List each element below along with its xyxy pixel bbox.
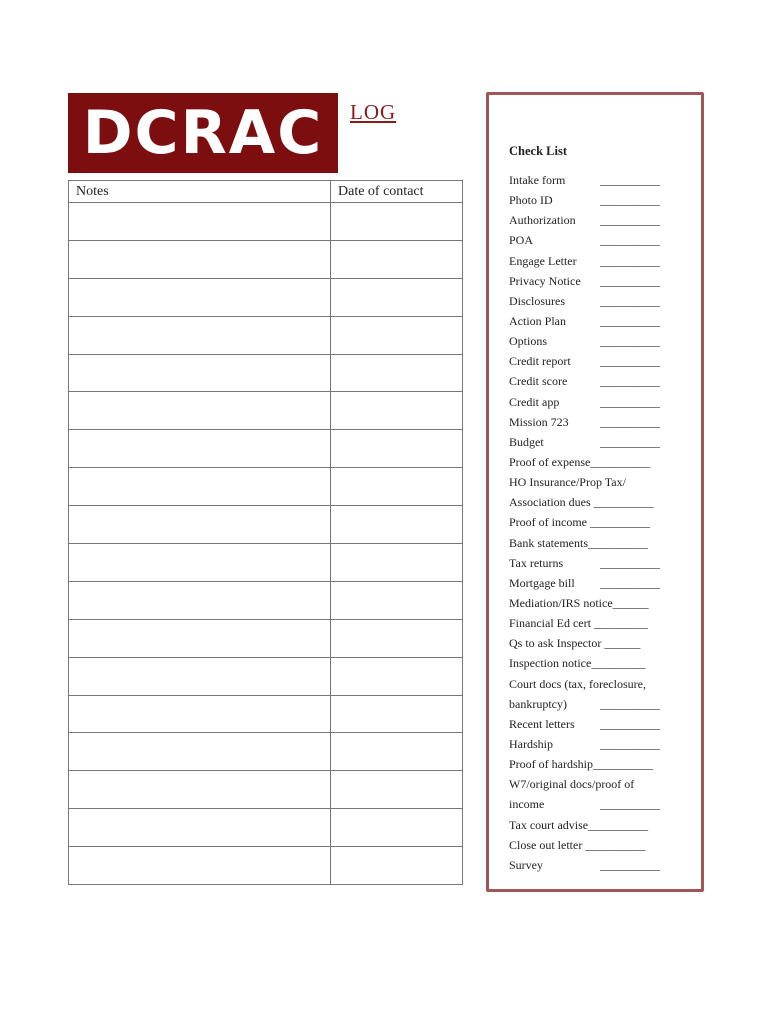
checklist-item [509, 794, 660, 814]
notes-cell[interactable] [69, 581, 331, 619]
checklist-item-label: Survey [509, 857, 543, 872]
checklist-item-blank[interactable]: __________ [600, 797, 660, 812]
checklist-item-label: Tax returns [509, 555, 564, 570]
date-of-contact-cell[interactable] [331, 392, 463, 430]
date-of-contact-header: Date of contact [331, 181, 463, 203]
checklist-item-label: POA [509, 233, 534, 248]
checklist-item [509, 472, 654, 492]
checklist-item-blank[interactable]: __________ [588, 817, 649, 832]
checklist-item-label: income [509, 797, 545, 812]
date-of-contact-cell[interactable] [331, 733, 463, 771]
checklist-item-blank[interactable]: __________ [600, 414, 660, 429]
log-table [68, 180, 463, 885]
checklist-item-label: Qs to ask Inspector [509, 636, 602, 651]
checklist-item-blank[interactable]: __________ [600, 394, 660, 409]
date-of-contact-cell[interactable] [331, 430, 463, 468]
checklist-item-blank[interactable]: __________ [600, 716, 660, 731]
checklist-item [509, 533, 654, 553]
checklist-item-label: Budget [509, 434, 544, 449]
date-of-contact-cell[interactable] [331, 203, 463, 241]
checklist-item [509, 271, 660, 291]
checklist-item-label: Action Plan [509, 313, 566, 328]
checklist-item-blank[interactable]: __________ [600, 857, 660, 872]
checklist-title: Check List [509, 144, 567, 158]
checklist-item-label: Recent letters [509, 716, 575, 731]
checklist-item-label: Proof of income [509, 515, 587, 530]
checklist-item [509, 432, 660, 452]
table-row [69, 430, 463, 468]
checklist-item [509, 653, 654, 673]
table-row [69, 506, 463, 544]
checklist-item [509, 311, 660, 331]
checklist-item-blank[interactable]: __________ [586, 515, 650, 530]
log-table-header-row [69, 181, 463, 203]
checklist-item-blank[interactable]: __________ [600, 233, 660, 248]
checklist-item-label: Mediation/IRS notice [509, 595, 613, 610]
table-row [69, 392, 463, 430]
table-row [69, 619, 463, 657]
checklist-item-blank[interactable]: __________ [600, 293, 660, 308]
checklist-item [509, 694, 660, 714]
checklist-item-label: W7/original docs/proof of [509, 777, 635, 792]
checklist-item [509, 855, 660, 875]
table-row [69, 733, 463, 771]
checklist-item [509, 714, 660, 734]
checklist-item-blank[interactable]: _________ [591, 656, 646, 671]
notes-cell[interactable] [69, 733, 331, 771]
checklist-item [509, 633, 654, 653]
notes-cell[interactable] [69, 430, 331, 468]
checklist-item [509, 371, 660, 391]
checklist-item-label: Options [509, 334, 548, 349]
date-of-contact-cell[interactable] [331, 354, 463, 392]
checklist-item-label: Disclosures [509, 293, 565, 308]
checklist-item-label: Mission 723 [509, 414, 569, 429]
table-row [69, 809, 463, 847]
checklist-item-blank[interactable]: __________ [582, 837, 646, 852]
date-of-contact-cell[interactable] [331, 771, 463, 809]
checklist-item-blank[interactable]: __________ [590, 495, 654, 510]
checklist-item-label: Bank statements [509, 535, 588, 550]
table-row [69, 657, 463, 695]
checklist-item-blank[interactable]: __________ [600, 334, 660, 349]
date-of-contact-cell[interactable] [331, 809, 463, 847]
checklist-item-blank[interactable]: __________ [600, 575, 660, 590]
checklist-item-label: bankruptcy) [509, 696, 567, 711]
table-row [69, 581, 463, 619]
checklist-item [509, 815, 654, 835]
table-row [69, 316, 463, 354]
checklist-item [509, 553, 660, 573]
date-of-contact-cell[interactable] [331, 847, 463, 885]
checklist-item [509, 291, 660, 311]
log-table-body [69, 203, 463, 885]
checklist-item [509, 774, 654, 794]
notes-cell[interactable] [69, 809, 331, 847]
checklist-item-label: Association dues [509, 495, 591, 510]
notes-cell[interactable] [69, 354, 331, 392]
date-of-contact-cell[interactable] [331, 657, 463, 695]
checklist-item [509, 613, 654, 633]
checklist-item-label: Inspection notice [509, 656, 592, 671]
checklist-item-blank[interactable]: __________ [600, 173, 660, 187]
checklist-item [509, 331, 660, 351]
notes-cell[interactable] [69, 695, 331, 733]
checklist-item [509, 492, 654, 512]
date-of-contact-cell[interactable] [331, 278, 463, 316]
logo-text: DCRAC [82, 98, 324, 168]
checklist-item-blank[interactable]: __________ [600, 736, 660, 751]
notes-cell[interactable] [69, 847, 331, 885]
checklist-item-blank[interactable]: ______ [612, 595, 649, 610]
checklist-item-label: Privacy Notice [509, 273, 581, 288]
notes-cell[interactable] [69, 619, 331, 657]
date-of-contact-cell[interactable] [331, 468, 463, 506]
checklist-item [509, 835, 654, 855]
checklist-item [509, 512, 654, 532]
checklist-item-blank[interactable]: _________ [590, 616, 648, 631]
dcrac-logo [68, 93, 338, 173]
checklist-item [509, 573, 660, 593]
notes-cell[interactable] [69, 771, 331, 809]
checklist-item-blank[interactable]: __________ [590, 454, 651, 469]
table-row [69, 203, 463, 241]
checklist-item-label: Proof of expense [509, 454, 591, 469]
checklist-item [509, 754, 654, 774]
checklist-item-label: Mortgage bill [509, 575, 575, 590]
checklist-item [509, 674, 654, 694]
date-of-contact-cell[interactable] [331, 695, 463, 733]
checklist-item-blank[interactable]: __________ [600, 253, 660, 268]
table-row [69, 278, 463, 316]
checklist-item-label: Credit report [509, 354, 571, 369]
checklist-item-blank[interactable]: __________ [600, 434, 660, 449]
table-row [69, 240, 463, 278]
date-of-contact-cell[interactable] [331, 316, 463, 354]
checklist-item-label: Credit app [509, 394, 560, 409]
date-of-contact-cell[interactable] [331, 240, 463, 278]
checklist-item-blank[interactable]: __________ [600, 313, 660, 328]
date-of-contact-cell[interactable] [331, 544, 463, 582]
checklist-item-blank[interactable]: __________ [600, 354, 660, 369]
checklist-item-label: HO Insurance/Prop Tax/ [509, 475, 626, 490]
checklist-item [509, 230, 660, 250]
table-row [69, 468, 463, 506]
checklist-item [509, 210, 660, 230]
date-of-contact-cell[interactable] [331, 581, 463, 619]
notes-cell[interactable] [69, 316, 331, 354]
table-row [69, 695, 463, 733]
checklist-item [509, 170, 660, 190]
table-row [69, 354, 463, 392]
checklist-item-label: Authorization [509, 213, 576, 228]
checklist-item-blank[interactable]: __________ [600, 213, 660, 228]
checklist-item-label: Hardship [509, 736, 553, 751]
checklist-item-blank[interactable]: __________ [600, 696, 660, 711]
checklist-items [509, 170, 660, 875]
notes-cell[interactable] [69, 240, 331, 278]
checklist-item-blank[interactable]: __________ [600, 555, 660, 570]
notes-cell[interactable] [69, 278, 331, 316]
notes-cell[interactable] [69, 657, 331, 695]
checklist-item-blank[interactable]: __________ [600, 193, 660, 208]
checklist-item-blank[interactable]: __________ [593, 757, 653, 772]
checklist-item [509, 190, 660, 210]
checklist-item [509, 251, 660, 271]
checklist-item [509, 734, 660, 754]
log-title: LOG [350, 100, 397, 124]
checklist-item-label: Tax court advise [509, 817, 589, 832]
notes-cell[interactable] [69, 506, 331, 544]
table-row [69, 847, 463, 885]
notes-cell[interactable] [69, 392, 331, 430]
checklist-item-label: Engage Letter [509, 253, 577, 268]
checklist-item-label: Credit score [509, 374, 568, 389]
notes-cell[interactable] [69, 468, 331, 506]
notes-cell[interactable] [69, 544, 331, 582]
date-of-contact-cell[interactable] [331, 619, 463, 657]
checklist-item-blank[interactable]: __________ [600, 374, 660, 389]
checklist-panel [486, 92, 704, 892]
checklist-item-blank[interactable]: __________ [600, 273, 660, 288]
checklist-item [509, 392, 660, 412]
table-row [69, 771, 463, 809]
checklist-item [509, 593, 654, 613]
date-of-contact-cell[interactable] [331, 506, 463, 544]
checklist-item-label: Court docs (tax, foreclosure, [509, 676, 646, 691]
checklist-item-blank[interactable]: ______ [601, 636, 641, 651]
checklist-item-blank[interactable]: __________ [587, 535, 648, 550]
notes-cell[interactable] [69, 203, 331, 241]
checklist-item-label: Photo ID [509, 193, 553, 208]
checklist-item-label: Close out letter [509, 837, 583, 852]
checklist-item-label: Intake form [509, 173, 566, 187]
table-row [69, 544, 463, 582]
checklist-item [509, 351, 660, 371]
checklist-item [509, 452, 654, 472]
checklist-item [509, 412, 660, 432]
checklist-item-label: Financial Ed cert [509, 616, 591, 631]
notes-header: Notes [69, 181, 331, 203]
checklist-item-label: Proof of hardship [509, 757, 593, 772]
